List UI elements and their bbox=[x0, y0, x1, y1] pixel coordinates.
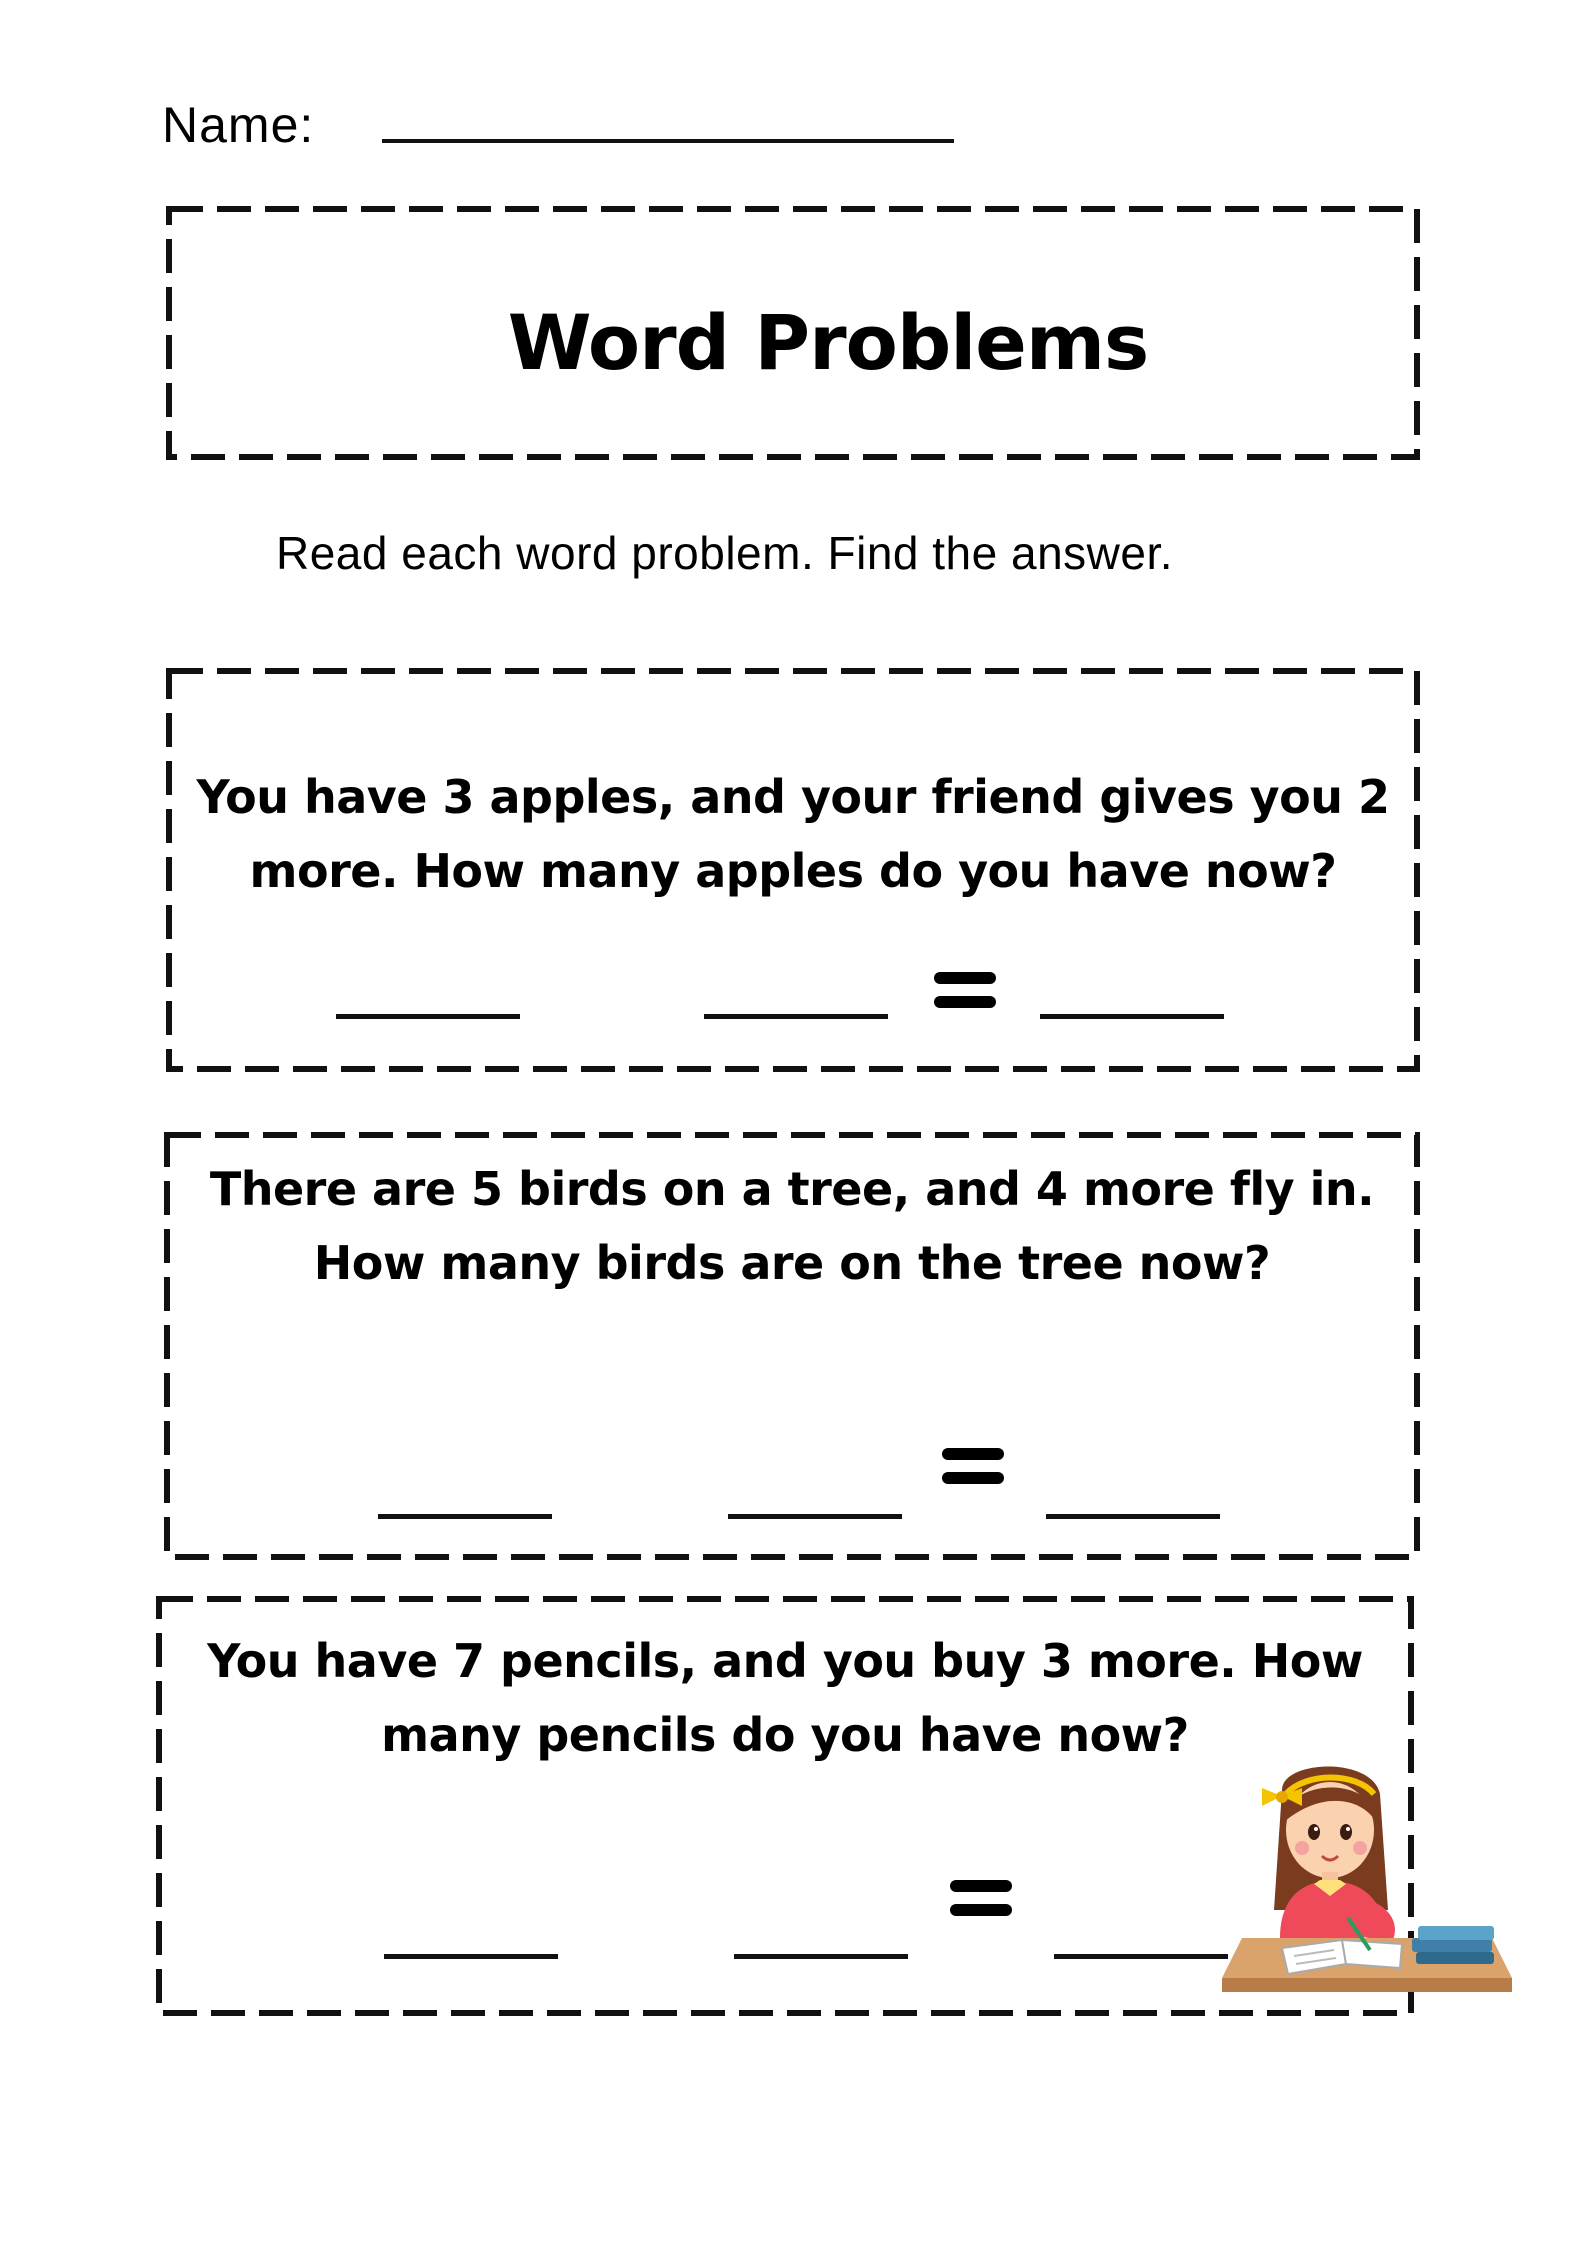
equals-sign bbox=[934, 972, 996, 1020]
problem-text: You have 7 pencils, and you buy 3 more. How many pencils do you have now? bbox=[207, 1634, 1363, 1762]
answer-blank-result[interactable] bbox=[1046, 1514, 1220, 1519]
answer-blank-2[interactable] bbox=[734, 1954, 908, 1959]
name-label: Name: bbox=[162, 97, 315, 153]
problem-box-2 bbox=[164, 1132, 1420, 1560]
equals-sign bbox=[950, 1880, 1012, 1928]
equals-sign bbox=[942, 1448, 1004, 1496]
girl-studying-at-desk-icon bbox=[1222, 1760, 1522, 2020]
name-answer-line[interactable] bbox=[382, 139, 954, 143]
problem-text: You have 3 apples, and your friend gives you 2 more. How many apples do you have now? bbox=[196, 770, 1390, 898]
problem-box-1 bbox=[166, 668, 1420, 1072]
problem-text: There are 5 birds on a tree, and 4 more fly in. How many birds are on the tree now? bbox=[209, 1162, 1375, 1290]
answer-blank-1[interactable] bbox=[378, 1514, 552, 1519]
title-box bbox=[166, 206, 1420, 460]
page-title: Word Problems bbox=[507, 298, 1149, 387]
answer-blank-1[interactable] bbox=[384, 1954, 558, 1959]
instructions: Read each word problem. Find the answer. bbox=[276, 527, 1174, 579]
answer-blank-result[interactable] bbox=[1040, 1014, 1224, 1019]
answer-blank-2[interactable] bbox=[704, 1014, 888, 1019]
answer-blank-2[interactable] bbox=[728, 1514, 902, 1519]
answer-blank-result[interactable] bbox=[1054, 1954, 1228, 1959]
answer-blank-1[interactable] bbox=[336, 1014, 520, 1019]
